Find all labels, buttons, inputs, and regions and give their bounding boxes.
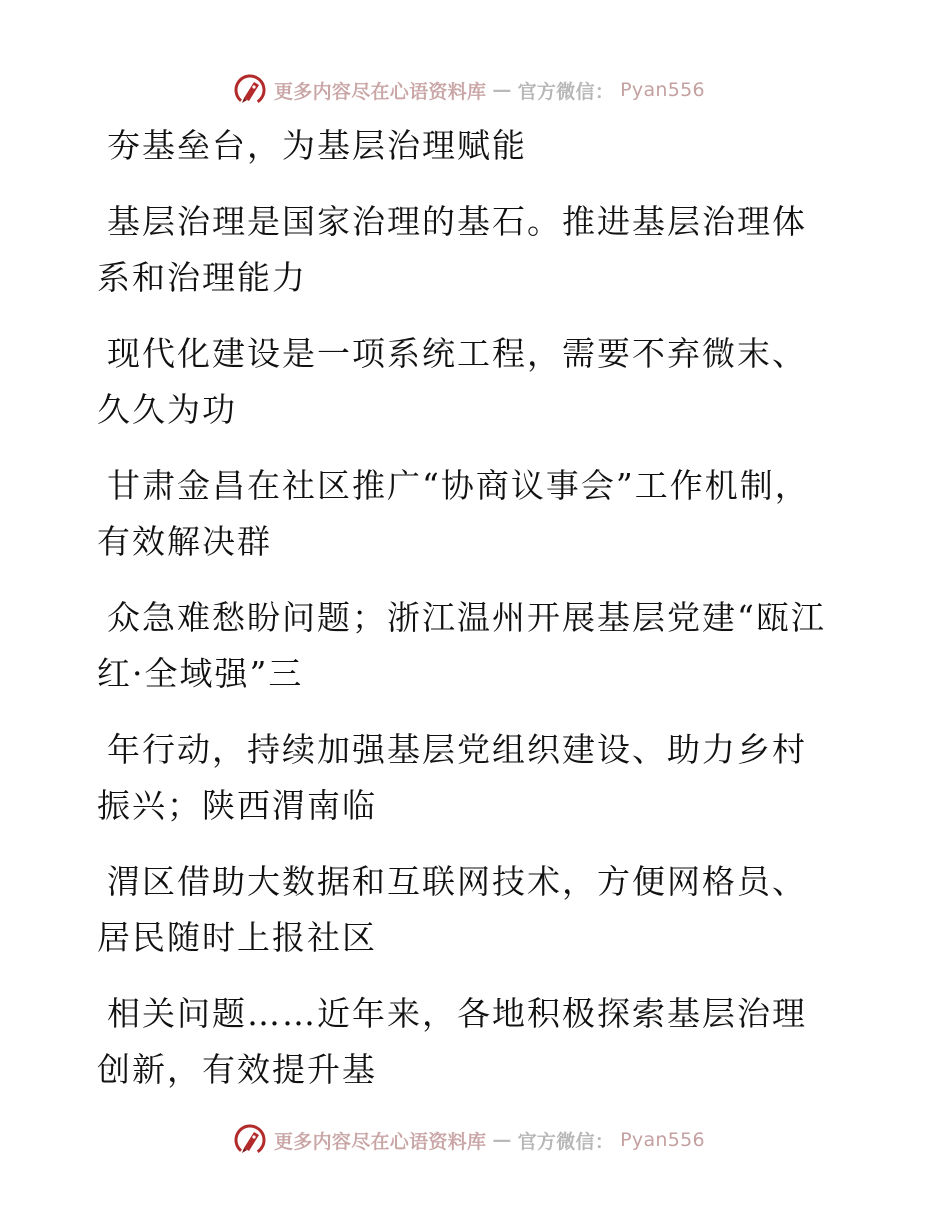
watermark-wechat-id: Pyan556 bbox=[620, 1129, 705, 1151]
watermark-separator: — bbox=[492, 79, 512, 101]
paragraph: 现代化建设是一项系统工程，需要不弃微末、久久为功 bbox=[97, 334, 807, 429]
paragraph-title: 夯基垒台，为基层治理赋能 bbox=[107, 126, 527, 165]
watermark-brand: 更多内容尽在心语资料库 bbox=[274, 80, 487, 103]
pen-nib-seal-icon bbox=[232, 1122, 268, 1158]
watermark-footer bbox=[232, 1120, 752, 1160]
paragraph: 年行动，持续加强基层党组织建设、助力乡村振兴；陕西渭南临 bbox=[97, 730, 807, 825]
pen-nib-seal-icon bbox=[232, 72, 268, 108]
watermark-official-label: 官方微信： bbox=[517, 1130, 615, 1153]
paragraph: 相关问题……近年来，各地积极探索基层治理创新，有效提升基 bbox=[97, 994, 807, 1089]
watermark-separator: — bbox=[492, 1129, 512, 1151]
paragraph: 渭区借助大数据和互联网技术，方便网格员、居民随时上报社区 bbox=[97, 862, 807, 957]
watermark-brand: 更多内容尽在心语资料库 bbox=[274, 1130, 487, 1153]
paragraph: 众急难愁盼问题；浙江温州开展基层党建“瓯江红·全域强”三 bbox=[97, 598, 826, 693]
watermark-official-label: 官方微信： bbox=[517, 80, 615, 103]
watermark-header bbox=[232, 70, 752, 110]
document-body bbox=[97, 118, 837, 1098]
paragraph: 基层治理是国家治理的基石。推进基层治理体系和治理能力 bbox=[97, 202, 807, 297]
watermark-wechat-id: Pyan556 bbox=[620, 79, 705, 101]
paragraph: 甘肃金昌在社区推广“协商议事会”工作机制，有效解决群 bbox=[97, 466, 810, 561]
